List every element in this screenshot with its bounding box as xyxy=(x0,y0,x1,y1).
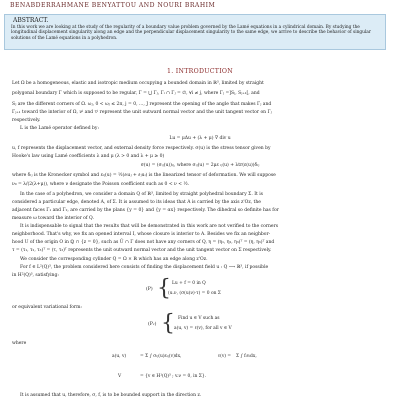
paragraph-line: Γⱼ₊₁ toward the interior of Ω, νʲ and τʲ represent the unit outward normal vector and the unit tangent vector on Γⱼ xyxy=(12,110,272,115)
paragraph-line: or equivalent variational form: xyxy=(12,305,82,310)
def-v-lhs: V xyxy=(118,374,122,379)
section-title: 1. INTRODUCTION xyxy=(166,68,234,75)
paragraph-line: Hooke's law using Lamé coefficients λ and μ (λ > 0 and λ + μ ≥ 0) xyxy=(12,154,165,159)
paragraph-line: adjacent faces Γ₁ and Γ₂, are carried by the plans {y = 0} and {y = αx} respectively. The dihedral so definite has for xyxy=(12,208,279,213)
paragraph-line: hood U of the origin O in ℚ ∩ {z = 0}, such as Ū ∩ Γ does not have any corners of Q, η = (η₁, η₂, η₃)ᵀ = (η, η₃)ᵀ and xyxy=(12,240,275,245)
paragraph-line: neighborhood. That's why, we fix an opened interval I, whose closure is interior to A. Besides we fix an neighbor- xyxy=(12,232,271,237)
paragraph-line: ν₀ = λ/(2(λ+μ)), where ν designate the Poisson coefficient such as 0 < ν < ½. xyxy=(12,182,190,187)
paragraph-line: considered a particular edge, denoted A, of Σ. It is assumed to its ideas that A is carried by the axis z'Oz, the xyxy=(12,200,261,205)
paragraph-line: It is assumed that u, therefore, σ, f, is to be bounded support in the direction z. xyxy=(20,393,202,398)
def-l-lhs: ℓ(v) = xyxy=(218,354,232,359)
def-a-rhs: = Σ ∫ σᵢⱼ(u)εᵢⱼ(v)dx, xyxy=(140,354,182,359)
paragraph-line: For f ∈ L²(Q)³, the problem considered here consists of finding the displacement field u : Q ⟶ ℝ³, if possible xyxy=(20,265,269,270)
system-p-line1: Lu + f = 0 in Q xyxy=(172,281,206,286)
paragraph-line: It is indispensable to signal that the results that will be demonstrated in this work are not verified to the corners xyxy=(20,224,279,229)
def-v-rhs: = {v ∈ H¹(Q)³ ; v.ν = 0, in Σ}. xyxy=(140,374,207,379)
def-a-lhs: a(u, v) xyxy=(112,354,127,359)
brace-icon: { xyxy=(157,276,171,301)
paragraph-line: Sⱼ are the different corners of Ω. ωⱼ, 0 < ωⱼ ≤ 2π, j = 0, …, J represent the opening of the angle that makes Γⱼ and xyxy=(12,102,272,107)
system-pv-line1: Find u ∈ V such as xyxy=(178,316,220,321)
system-p-label: (P) xyxy=(146,287,153,292)
equation-lame: Lu = μΔu + (λ + μ) ∇ div u xyxy=(169,136,231,141)
brace-icon: { xyxy=(161,311,175,336)
paragraph-line: Let Ω be a homogeneous, elastic and isotropic medium occupying a bounded domain in ℝ³, limited by straight xyxy=(12,81,264,86)
def-l-rhs: Σ ∫ fᵢvᵢdx, xyxy=(236,354,257,359)
authors: BENABDERRAHMANE BENYATTOU AND NOURI BRAHIM xyxy=(10,2,216,9)
paragraph-line: in H²(Q)³, satisfying: xyxy=(12,273,59,278)
paragraph-line: measure ω toward the interior of Q. xyxy=(12,216,94,221)
paragraph-line: where δᵢⱼ is the Kronecker symbol and εᵢⱼ(u) = ½(∂ᵢuⱼ + ∂ⱼuᵢ) is the linearized tensor of deformation. We will suppose xyxy=(12,173,276,178)
equation-stress: σ(u) = (σᵢⱼ(u))ᵢⱼ, where σᵢⱼ(u) = 2με ᵢⱼ(u) + λtr(ε(u))δᵢⱼ xyxy=(140,163,260,168)
system-pv-line2: a(u, v) = ℓ(v), for all v ∈ V xyxy=(174,326,232,331)
abstract-body: In this work we are looking at the study of the regularity of a boundary value problem governed by the Lamé equations in a cylindrical domain. By studying the longitudinal displacement singularity along an edge and the perpendicular displacement singularity to the same edge, we arrive to describe the behavior of singular solutions of the Lamé equations in a polyhedron. xyxy=(11,25,371,41)
paragraph-line: In the case of a polyhedron, we consider a domain Q of ℝ³, limited by straight polyhedral boundary Σ. It is xyxy=(20,192,263,197)
paragraph-line: L is the Lamé operator defined by: xyxy=(20,126,99,131)
paragraph-line: We consider the corresponding cylinder Q = Ω × ℝ which has an edge along z'Oz. xyxy=(20,257,208,262)
paragraph-line: where xyxy=(12,341,27,346)
paragraph-line: τ = (τ₁, τ₂, τ₃)ᵀ = (τ, τ₃)ᵀ represents the unit outward normal vector and the unit tangent vector on Σ respectively. xyxy=(12,248,272,253)
abstract-box xyxy=(4,14,386,50)
abstract-heading: ABSTRACT. xyxy=(13,17,49,24)
paragraph-line: respectively. xyxy=(12,118,41,123)
system-pv-label: (Pᵥ) xyxy=(148,322,157,327)
paragraph-line: polygonal boundary Γ which is supposed to be regular, Γ = ⋃ Γⱼ, Γᵢ ∩ Γⱼ = ∅, ∀i ≠ j, where Γⱼ =]Sⱼ, Sⱼ₊₁[, and xyxy=(12,91,260,96)
system-p-line2: (u.ν, (σ(u)ν)·τ) = 0 on Σ xyxy=(168,291,221,296)
paragraph-line: u, f represents the displacement vector, and external density force respectively. σ(u) is the stress tensor given by xyxy=(12,146,271,151)
